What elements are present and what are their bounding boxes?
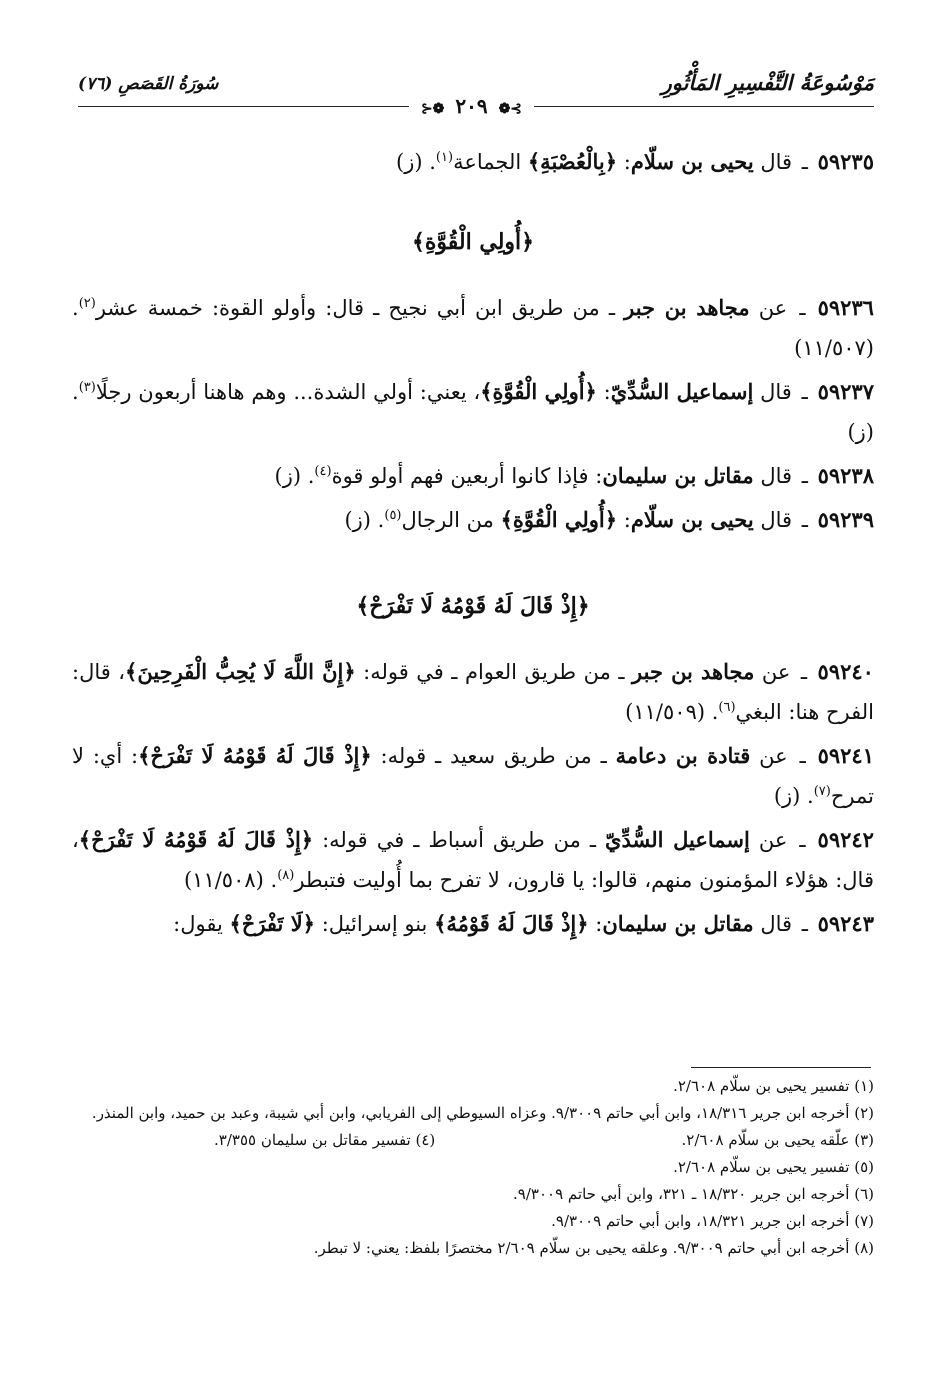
footnote-ref: (٣) — [78, 380, 96, 395]
entry-number: ٥٩٢٣٧ — [817, 379, 874, 404]
entry-number: ٥٩٢٣٥ — [817, 149, 874, 174]
narrator: مقاتل بن سليمان — [602, 911, 754, 936]
main-text — [72, 142, 874, 948]
section-heading-1: ﴿أُولِي الْقُوَّةِ﴾ — [411, 229, 535, 255]
entry-59237: ٥٩٢٣٧ ـ قال إسماعيل السُّدِّيّ: ﴿أُولِي الْقُوَّةِ﴾، يعني: أولي الشدة... وهم هاهنا أربعون رجلًا$^{(٣)}$. (ز) — [72, 379, 874, 444]
entry-number: ٥٩٢٤٢ — [817, 827, 874, 852]
narrator: يحيى بن سلّام — [630, 149, 754, 174]
footnote-6: (٦) أخرجه ابن جرير ١٨/٣٢٠ ـ ٣٢١، وابن أبي حاتم ٩/٣٠٠٩. — [513, 1185, 874, 1203]
entry-number: ٥٩٢٤٣ — [817, 911, 874, 936]
footnote-ref: (٥) — [384, 508, 402, 523]
footnote-ref: (٨) — [277, 868, 295, 883]
quran-quote: ﴿لَا تَفْرَحْ﴾ — [229, 911, 315, 936]
footnote-7: (٧) أخرجه ابن جرير ١٨/٣٢١، وابن أبي حاتم ٩/٣٠٠٩. — [551, 1212, 874, 1230]
footnote-5: (٥) تفسير يحيى بن سلّام ٢/٦٠٨. — [673, 1158, 874, 1176]
entry-59239: ٥٩٢٣٩ ـ قال يحيى بن سلّام: ﴿أُولِي الْقُوَّةِ﴾ من الرجال$^{(٥)}$. (ز) — [344, 507, 874, 532]
footnote-ref: (٢) — [78, 296, 96, 311]
entry-number: ٥٩٢٤١ — [817, 743, 874, 768]
narrator: مجاهد بن جبر — [632, 659, 755, 684]
entry-number: ٥٩٢٣٨ — [817, 463, 874, 488]
footnotes — [72, 1073, 874, 1262]
entry-59243: ٥٩٢٤٣ ـ قال مقاتل بن سليمان: ﴿إِذْ قَالَ لَهُ قَوْمُهُ﴾ بنو إسرائيل: ﴿لَا تَفْرَحْ﴾ يقول: — [173, 911, 874, 936]
entry-number: ٥٩٢٣٩ — [817, 507, 874, 532]
quran-quote: ﴿إِنَّ اللَّهَ لَا يُحِبُّ الْفَرِحِينَ﴾ — [125, 659, 356, 684]
narrator: يحيى بن سلّام — [630, 507, 754, 532]
entry-59240: ٥٩٢٤٠ ـ عن مجاهد بن جبر ـ من طريق العوام ـ في قوله: ﴿إِنَّ اللَّهَ لَا يُحِبُّ الْفَرِحِينَ﴾، قال: الفرح هنا: البغي$^{(٦)}$. (١١/٥٠٩) — [72, 659, 874, 724]
entry-number: ٥٩٢٤٠ — [817, 659, 874, 684]
quran-quote: ﴿إِذْ قَالَ لَهُ قَوْمُهُ﴾ — [434, 911, 589, 936]
page-number-area — [0, 94, 943, 118]
entry-59236: ٥٩٢٣٦ ـ عن مجاهد بن جبر ـ من طريق ابن أبي نجيح ـ قال: وأولو القوة: خمسة عشر$^{(٢)}$. (١١/٥٠٧) — [72, 295, 874, 360]
footnote-1: (١) تفسير يحيى بن سلّام ٢/٦٠٨. — [673, 1077, 874, 1095]
ornament-left-icon: ❁⊰ — [420, 101, 445, 117]
footnote-ref: (٧) — [813, 784, 831, 799]
footnote-8: (٨) أخرجه ابن أبي حاتم ٩/٣٠٠٩. وعلقه يحيى بن سلّام ٢/٦٠٩ مختصرًا بلفظ: يعني: لا تبطر. — [313, 1239, 874, 1257]
footnote-2: (٢) أخرجه ابن جرير ١٨/٣١٦، وابن أبي حاتم ٩/٣٠٠٩. وعزاه السيوطي إلى الفريابي، وابن أبي شيبة، وعبد بن حميد، وابن المنذر. — [91, 1104, 874, 1122]
quran-quote: ﴿إِذْ قَالَ لَهُ قَوْمُهُ لَا تَفْرَحْ﴾ — [78, 827, 314, 852]
page-number-box — [409, 94, 534, 118]
narrator: مقاتل بن سليمان — [602, 463, 754, 488]
quran-quote: ﴿إِذْ قَالَ لَهُ قَوْمُهُ لَا تَفْرَحْ﴾ — [138, 743, 372, 768]
quran-quote: ﴿أُولِي الْقُوَّةِ﴾ — [500, 507, 618, 532]
quran-quote: ﴿بِالْعُصْبَةِ﴾ — [527, 149, 618, 174]
narrator: إسماعيل السُّدِّيّ — [610, 379, 754, 404]
footnote-separator — [691, 1067, 871, 1068]
footnote-ref: (٦) — [718, 700, 736, 715]
quran-quote: ﴿أُولِي الْقُوَّةِ﴾ — [480, 379, 597, 404]
ornament-right-icon: ⊱❁ — [498, 101, 523, 117]
entry-59235: ٥٩٢٣٥ ـ قال يحيى بن سلّام: ﴿بِالْعُصْبَةِ﴾ الجماعة$^{(١)}$. (ز) — [396, 149, 874, 174]
entry-59241: ٥٩٢٤١ ـ عن قتادة بن دعامة ـ من طريق سعيد ـ قوله: ﴿إِذْ قَالَ لَهُ قَوْمُهُ لَا تَفْرَحْ﴾: أي: لا تمرح$^{(٧)}$. (ز) — [72, 743, 874, 808]
narrator: قتادة بن دعامة — [615, 743, 751, 768]
section-heading-2: ﴿إِذْ قَالَ لَهُ قَوْمُهُ لَا تَفْرَحْ﴾ — [356, 593, 590, 619]
footnote-pair — [72, 1127, 874, 1154]
narrator: إسماعيل السُّدِّيّ — [605, 827, 750, 852]
entry-59242: ٥٩٢٤٢ ـ عن إسماعيل السُّدِّيّ ـ من طريق أسباط ـ في قوله: ﴿إِذْ قَالَ لَهُ قَوْمُهُ لَا تَفْرَحْ﴾، قال: هؤلاء المؤمنون منهم، قالوا: يا قارون، لا تفرح بما أُوليت فتبطر$^{(٨)}$. (١١/٥٠٨) — [72, 827, 874, 892]
page-number: ٢٠٩ — [455, 94, 488, 118]
footnote-3: (٣) علّقه يحيى بن سلّام ٢/٦٠٨. — [681, 1131, 874, 1149]
footnote-ref: (٤) — [314, 464, 332, 479]
book-title: مَوْسُوعَةُ التَّفْسِيرِ المَأْثُورِ — [661, 70, 874, 95]
narrator: مجاهد بن جبر — [624, 295, 750, 320]
footnote-4: (٤) تفسير مقاتل بن سليمان ٣/٣٥٥. — [214, 1131, 436, 1149]
surah-label: سُورَةُ القَصَصِ (٧٦) — [78, 74, 219, 94]
entry-number: ٥٩٢٣٦ — [817, 295, 874, 320]
entry-59238: ٥٩٢٣٨ ـ قال مقاتل بن سليمان: فإذا كانوا أربعين فهم أولو قوة$^{(٤)}$. (ز) — [274, 463, 874, 488]
footnote-ref: (١) — [435, 150, 454, 165]
